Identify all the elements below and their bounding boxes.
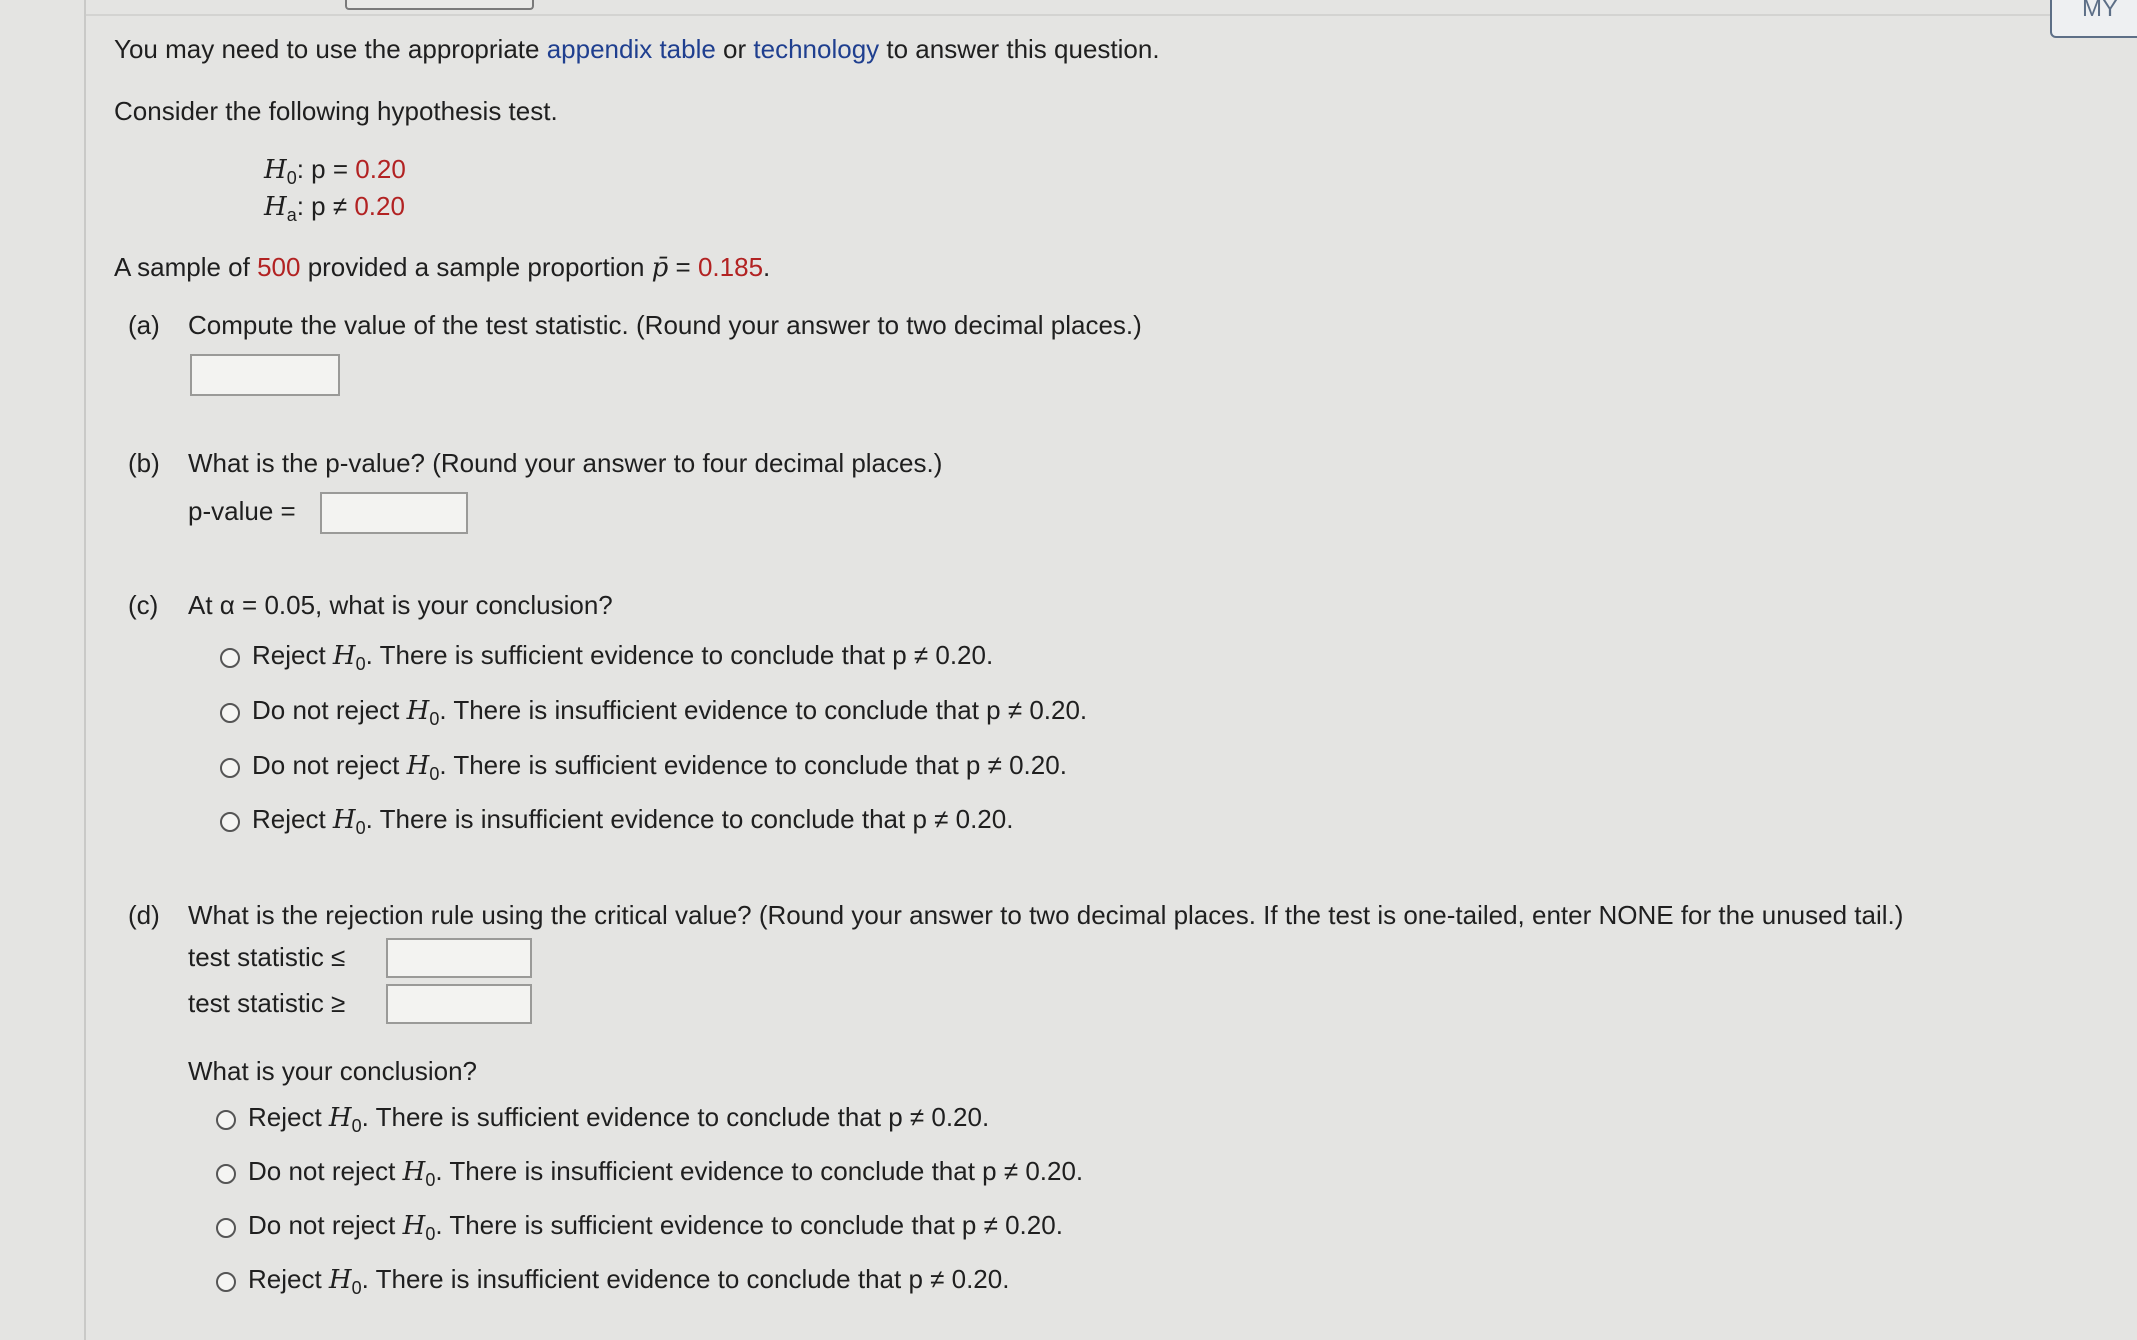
option-text: Reject $H_0$. There is insufficient evidence to conclude that p ≠ 0.20. bbox=[248, 1264, 1010, 1298]
h0-subscript: 0 bbox=[286, 168, 297, 188]
part-c-option-2[interactable] bbox=[220, 695, 1087, 730]
part-d-option-3[interactable] bbox=[216, 1210, 1063, 1245]
option-text: Do not reject $H_0$. There is sufficient evidence to conclude that p ≠ 0.20. bbox=[252, 750, 1067, 784]
appendix-table-link[interactable]: appendix table bbox=[546, 34, 716, 64]
part-c-option-1[interactable] bbox=[220, 640, 993, 675]
part-a-question: Compute the value of the test statistic. (Round your answer to two decimal places.) bbox=[188, 310, 1142, 340]
radio-button[interactable] bbox=[216, 1272, 236, 1292]
conclusion-prompt: What is your conclusion? bbox=[188, 1056, 478, 1086]
part-d-label: (d) bbox=[128, 900, 160, 930]
top-divider bbox=[86, 14, 2137, 16]
test-statistic-input[interactable] bbox=[190, 354, 340, 396]
technology-link[interactable]: technology bbox=[753, 34, 880, 64]
sample-size: 500 bbox=[257, 252, 301, 282]
sample-prefix: A sample of bbox=[114, 252, 258, 282]
radio-button[interactable] bbox=[220, 812, 240, 832]
radio-button[interactable] bbox=[216, 1110, 236, 1130]
option-text: Reject $H_0$. There is insufficient evidence to conclude that p ≠ 0.20. bbox=[252, 804, 1014, 838]
p-value-input[interactable] bbox=[320, 492, 468, 534]
top-tab[interactable] bbox=[345, 0, 534, 10]
pbar-symbol: p̄ bbox=[651, 253, 669, 283]
ha-symbol: H bbox=[264, 192, 287, 222]
option-text: Do not reject $H_0$. There is insufficient evidence to conclude that p ≠ 0.20. bbox=[252, 695, 1088, 729]
radio-button[interactable] bbox=[220, 758, 240, 778]
part-c-question: At α = 0.05, what is your conclusion? bbox=[188, 590, 613, 620]
upper-tail-label: test statistic ≥ bbox=[188, 988, 346, 1018]
option-text: Do not reject $H_0$. There is sufficient evidence to conclude that p ≠ 0.20. bbox=[248, 1210, 1063, 1244]
upper-tail-input[interactable] bbox=[386, 984, 532, 1024]
part-c-label: (c) bbox=[128, 590, 159, 620]
sample-period: . bbox=[763, 252, 771, 282]
lower-tail-input[interactable] bbox=[386, 938, 532, 978]
ha-value: 0.20 bbox=[354, 191, 405, 221]
part-d-option-2[interactable] bbox=[216, 1156, 1083, 1191]
alternative-hypothesis bbox=[264, 191, 405, 226]
option-text: Reject $H_0$. There is sufficient evidence to conclude that p ≠ 0.20. bbox=[248, 1102, 990, 1136]
sample-equals: = bbox=[668, 252, 698, 282]
h0-value: 0.20 bbox=[355, 154, 406, 184]
part-d-option-4[interactable] bbox=[216, 1264, 1009, 1299]
intro-suffix: to answer this question. bbox=[879, 34, 1160, 64]
radio-button[interactable] bbox=[220, 648, 240, 668]
ha-relation: : p ≠ bbox=[296, 191, 355, 221]
null-hypothesis bbox=[264, 154, 406, 189]
sample-middle: provided a sample proportion bbox=[300, 252, 652, 282]
part-d-option-1[interactable] bbox=[216, 1102, 989, 1137]
intro-text bbox=[114, 34, 1160, 65]
left-divider bbox=[84, 0, 86, 1340]
intro-middle: or bbox=[715, 34, 754, 64]
part-d-question: What is the rejection rule using the critical value? (Round your answer to two decimal places. If the test is one-tailed, enter NONE for the unused tail.) bbox=[188, 900, 1904, 930]
option-text: Do not reject $H_0$. There is insufficient evidence to conclude that p ≠ 0.20. bbox=[248, 1156, 1084, 1190]
h0-symbol: H bbox=[264, 155, 287, 185]
part-c-option-4[interactable] bbox=[220, 804, 1013, 839]
radio-button[interactable] bbox=[216, 1164, 236, 1184]
p-value-label: p-value = bbox=[188, 496, 296, 526]
radio-button[interactable] bbox=[216, 1218, 236, 1238]
ha-subscript: a bbox=[286, 205, 297, 225]
my-tab[interactable] bbox=[2050, 0, 2137, 38]
lower-tail-label: test statistic ≤ bbox=[188, 942, 346, 972]
intro-prefix: You may need to use the appropriate bbox=[114, 34, 547, 64]
consider-text: Consider the following hypothesis test. bbox=[114, 96, 558, 126]
sample-proportion-value: 0.185 bbox=[697, 252, 764, 282]
part-a-label: (a) bbox=[128, 310, 160, 340]
radio-button[interactable] bbox=[220, 703, 240, 723]
part-c-option-3[interactable] bbox=[220, 750, 1067, 785]
part-b-question: What is the p-value? (Round your answer to four decimal places.) bbox=[188, 448, 943, 478]
option-text: Reject $H_0$. There is sufficient evidence to conclude that p ≠ 0.20. bbox=[252, 640, 994, 674]
h0-relation: : p = bbox=[296, 154, 356, 184]
sample-statement bbox=[114, 252, 770, 283]
my-tab-label: MY bbox=[2082, 0, 2118, 22]
part-b-label: (b) bbox=[128, 448, 160, 478]
